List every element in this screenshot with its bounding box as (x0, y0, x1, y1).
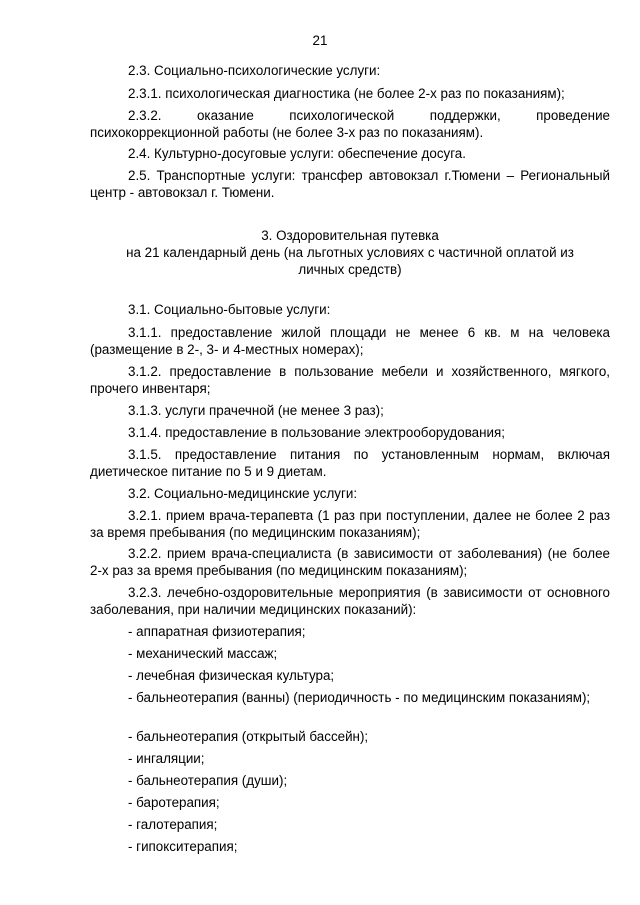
list-item: - баротерапия; (128, 795, 220, 810)
list-item: - галотерапия; (128, 817, 218, 832)
item-2-3-2: 2.3.2. оказание психологической поддержки, проведение психокоррекционной работы (не более 3-х раз по показаниям). (90, 108, 610, 140)
item-3-2-1: 3.2.1. прием врача-терапевта (1 раз при поступлении, далее не более 2 раз за время пребывания (по медицинским показаниям); (90, 508, 610, 540)
list-item: - гипокситерапия; (128, 839, 238, 854)
section-heading-title: 3. Оздоровительная путевка (261, 228, 439, 243)
item-2-5: 2.5. Транспортные услуги: трансфер автовокзал г.Тюмени – Региональный центр - автовокзал г. Тюмени. (90, 168, 610, 200)
list-item: - механический массаж; (128, 646, 278, 661)
item-3-1-5: 3.1.5. предоставление питания по установленным нормам, включая диетическое питание по 5 и 9 диетам. (90, 447, 610, 479)
item-3-1-4: 3.1.4. предоставление в пользование электрооборудования; (128, 425, 505, 440)
item-3-1-2: 3.1.2. предоставление в пользование мебели и хозяйственного, мягкого, прочего инвентаря; (90, 364, 610, 396)
list-item: - ингаляции; (128, 751, 205, 766)
item-3-1-3: 3.1.3. услуги прачечной (не менее 3 раз); (128, 403, 384, 418)
page-number: 21 (312, 33, 328, 48)
item-3-2: 3.2. Социально-медицинские услуги: (128, 486, 358, 501)
item-3-1-1: 3.1.1. предоставление жилой площади не менее 6 кв. м на человека (размещение в 2-, 3- и 4-местных номерах); (90, 325, 610, 357)
item-2-3-1: 2.3.1. психологическая диагностика (не более 2-х раз по показаниям); (128, 86, 565, 101)
section-heading-subtitle: на 21 календарный день (на льготных условиях с частичной оплатой из личных средств) (126, 245, 574, 277)
item-2-4: 2.4. Культурно-досуговые услуги: обеспечение досуга. (128, 146, 466, 161)
list-item: - аппаратная физиотерапия; (128, 624, 306, 639)
item-3-2-3: 3.2.3. лечебно-оздоровительные мероприятия (в зависимости от основного заболевания, при наличии медицинских показаний): (90, 585, 610, 617)
list-item: - бальнеотерапия (души); (128, 773, 288, 788)
item-2-3: 2.3. Социально-психологические услуги: (128, 63, 381, 78)
list-item: - бальнеотерапия (ванны) (периодичность - по медицинским показаниям); (128, 690, 591, 705)
item-3-1: 3.1. Социально-бытовые услуги: (128, 302, 331, 317)
item-3-2-2: 3.2.2. прием врача-специалиста (в зависимости от заболевания) (не более 2-х раз за время пребывания (по медицинским показаниям); (90, 546, 610, 578)
list-item: - лечебная физическая культура; (128, 668, 335, 683)
list-item: - бальнеотерапия (открытый бассейн); (128, 729, 369, 744)
